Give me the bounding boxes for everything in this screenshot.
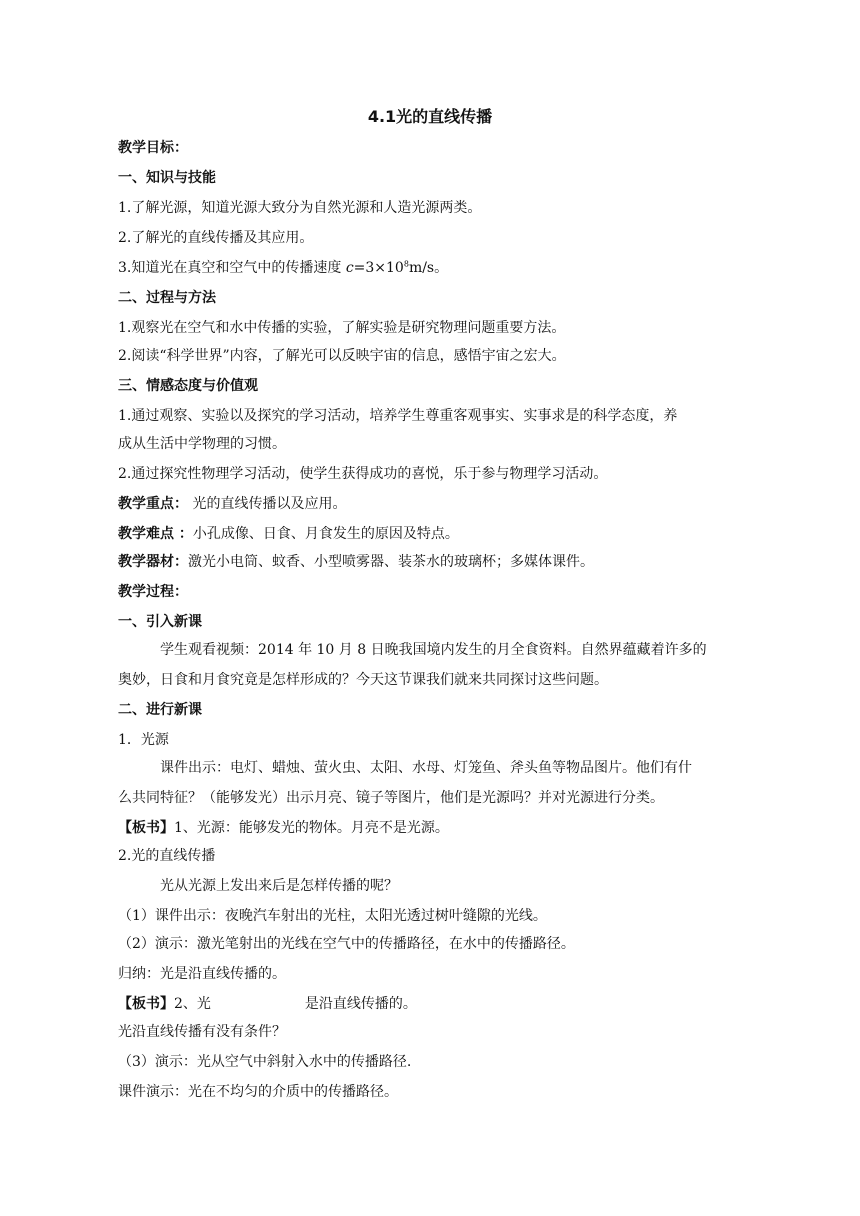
- board2-label: 【板书】: [118, 996, 174, 1012]
- s3-item1-line1: 1.通过观察、实验以及探究的学习活动，培养学生尊重客观事实、实事求是的科学态度，养: [118, 408, 678, 424]
- board2-part-a: 2、光: [174, 996, 211, 1012]
- sub2-heading: 2.光的直线传播: [118, 848, 216, 864]
- part1-heading: 一、引入新课: [118, 614, 202, 630]
- page-title: 4.1光的直线传播: [367, 107, 493, 126]
- summary: 归纳：光是沿直线传播的。: [118, 966, 286, 982]
- s3-item1-line2: 成从生活中学物理的习惯。: [118, 436, 286, 452]
- intro-line2: 奥妙，日食和月食究竟是怎样形成的？今天这节课我们就来共同探讨这些问题。: [118, 672, 608, 688]
- board2-part-b: 是沿直线传播的。: [304, 996, 417, 1012]
- s1-item3-mid: =3×10: [353, 260, 404, 276]
- board1: [118, 818, 449, 838]
- s2-item1: 1.观察光在空气和水中传播的实验，了解实验是研究物理问题重要方法。: [118, 320, 566, 336]
- section1-heading: 一、知识与技能: [118, 170, 216, 186]
- question: 光沿直线传播有没有条件？: [118, 1024, 286, 1040]
- diff-text: 小孔成像、日食、月食发生的原因及特点。: [192, 526, 459, 542]
- difficult-points: [118, 524, 459, 544]
- section2-heading: 二、过程与方法: [118, 290, 216, 306]
- intro-line1: 学生观看视频：2014 年 10 月 8 日晚我国境内发生的月全食资料。自然界蕴藏着许多的: [160, 642, 707, 658]
- step2: （2）演示：激光笔射出的光线在空气中的传播路径，在水中的传播路径。: [118, 936, 575, 952]
- s1-item2: 2.了解光的直线传播及其应用。: [118, 230, 314, 246]
- diff-label: 教学难点 ：: [118, 526, 193, 542]
- sub1-line1: 课件出示：电灯、蜡烛、萤火虫、太阳、水母、灯笼鱼、斧头鱼等物品图片。他们有什: [160, 760, 692, 776]
- exponent: 8: [403, 259, 409, 269]
- step1: （1）课件出示：夜晚汽车射出的光柱，太阳光透过树叶缝隙的光线。: [118, 908, 547, 924]
- demo: 课件演示：光在不均匀的介质中的传播路径。: [118, 1084, 398, 1100]
- equip-label: 教学器材：: [118, 554, 188, 570]
- s3-item2: 2.通过探究性物理学习活动，使学生获得成功的喜悦，乐于参与物理学习活动。: [118, 466, 608, 482]
- speed-variable: c: [345, 260, 354, 276]
- section3-heading: 三、情感态度与价值观: [118, 378, 258, 394]
- s2-item2: 2.阅读“科学世界”内容，了解光可以反映宇宙的信息，感悟宇宙之宏大。: [118, 348, 566, 364]
- equip-text: 激光小电筒、蚊香、小型喷雾器、装茶水的玻璃杯；多媒体课件。: [188, 554, 594, 570]
- key-label: 教学重点：: [118, 496, 188, 512]
- part2-heading: 二、进行新课: [118, 702, 202, 718]
- s1-item3-suffix: m/s。: [408, 260, 449, 276]
- key-text: 光的直线传播以及应用。: [188, 496, 347, 512]
- goal-heading: 教学目标：: [118, 140, 188, 156]
- sub2-question: 光从光源上发出来后是怎样传播的呢？: [160, 878, 398, 894]
- sub1-line2: 么共同特征？（能够发光）出示月亮、镜子等图片，他们是光源吗？并对光源进行分类。: [118, 790, 664, 806]
- board2: [118, 994, 417, 1014]
- equipment: [118, 552, 594, 572]
- s1-item3: [118, 258, 448, 278]
- s1-item1: 1.了解光源，知道光源大致分为自然光源和人造光源两类。: [118, 200, 482, 216]
- board1-text: 1、光源：能够发光的物体。月亮不是光源。: [174, 820, 449, 836]
- s1-item3-prefix: 3.知道光在真空和空气中的传播速度: [118, 260, 346, 276]
- key-points: [118, 494, 346, 514]
- sub1-heading: 1．光源: [118, 732, 169, 748]
- board1-label: 【板书】: [118, 820, 174, 836]
- process-heading: 教学过程：: [118, 584, 188, 600]
- step3: （3）演示：光从空气中斜射入水中的传播路径.: [118, 1054, 412, 1070]
